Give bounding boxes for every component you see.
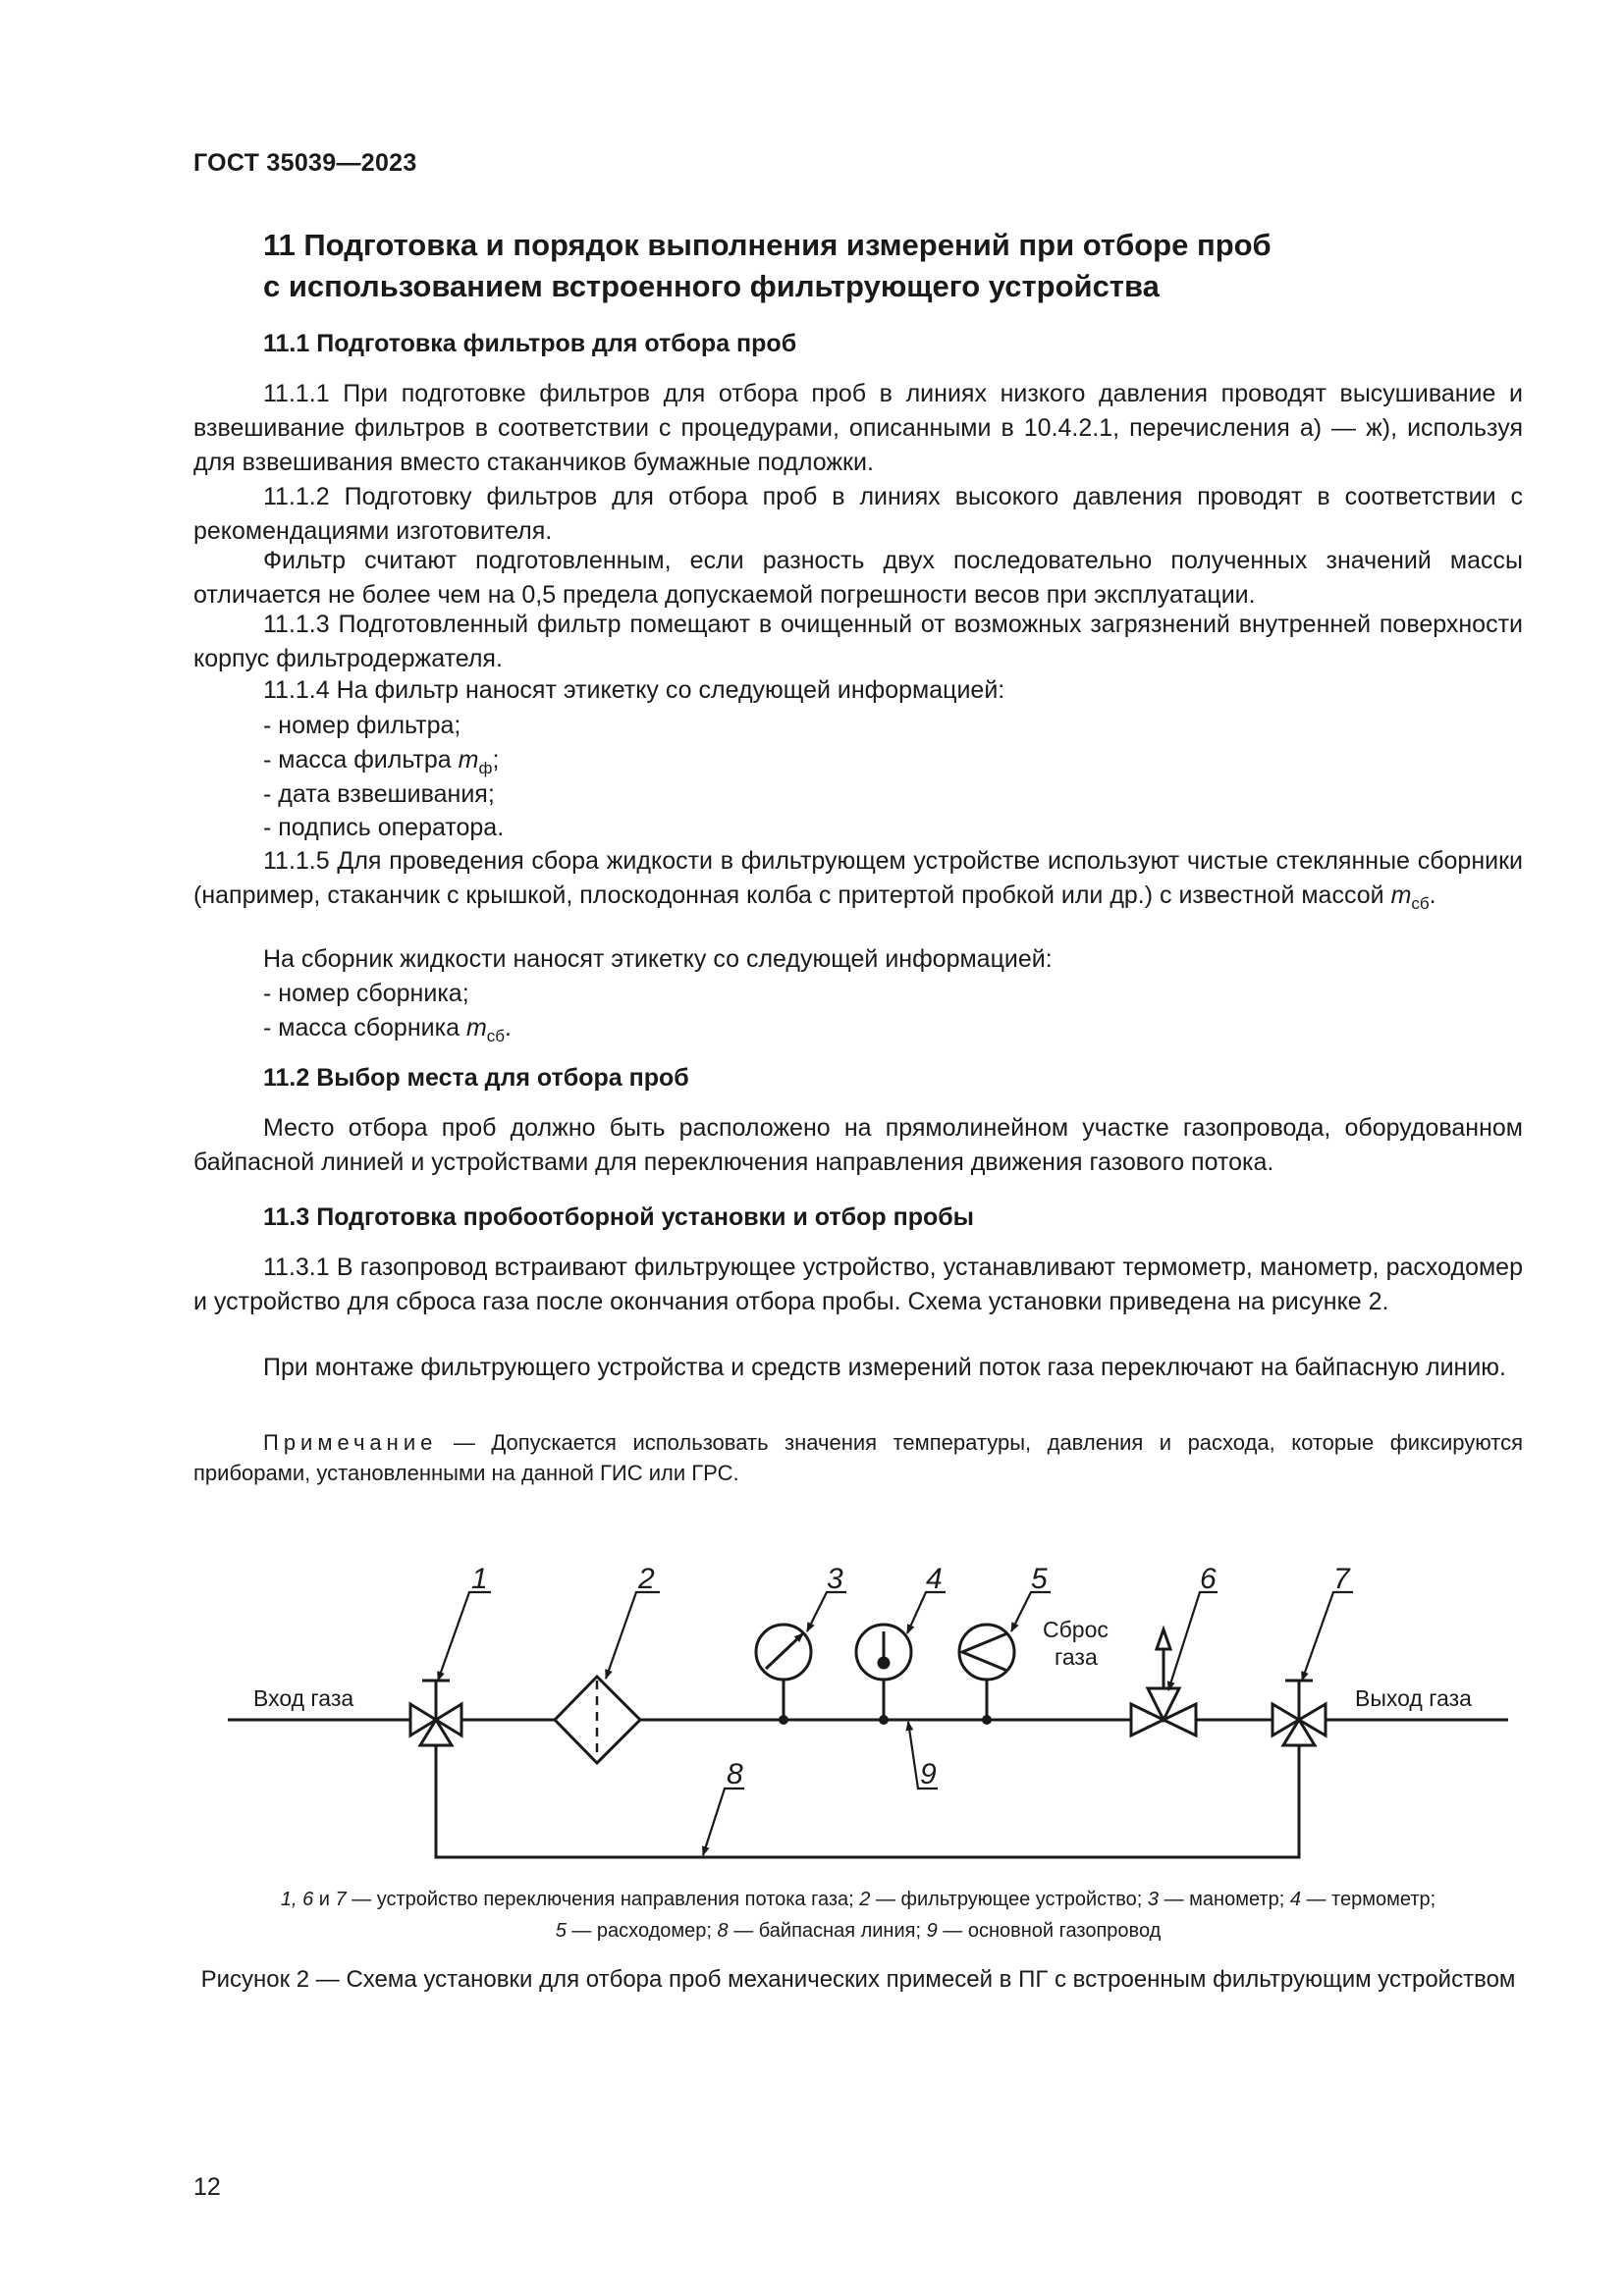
paragraph-11-3-1: 11.3.1 В газопровод встраивают фильтрующее устройство, устанавливают термометр, манометр, расходомер и устройство для сброса газа после окончания отбора пробы. Схема установки приведена на рисунке 2. <box>193 1254 1523 1315</box>
paragraph-filter-ready: Фильтр считают подготовленным, если разность двух последовательно полученных значений массы отличается не более чем на 0,5 предела допускаемой погрешности весов при эксплуатации. <box>193 547 1523 609</box>
figure-label-6: 6 <box>1200 1563 1217 1595</box>
list-item-filter-mass: - масса фильтра $m_ф$; <box>263 746 500 777</box>
legend-run: — устройство переключения направления потока газа; <box>346 1889 860 1910</box>
switch-valve-1 <box>410 1681 461 1745</box>
legend-run: 9 <box>926 1920 938 1942</box>
figure-legend-line2 <box>193 1916 1523 1946</box>
subsection-title-11-2: 11.2 Выбор места для отбора проб <box>263 1064 689 1092</box>
legend-run: 5 <box>555 1920 567 1942</box>
paragraph-11-1-1: 11.1.1 При подготовке фильтров для отбора проб в линиях низкого давления проводят высушивание и взвешивание фильтров в соответствии с процедурами, описанными в 10.4.2.1, перечисления а) — ж), используя для взвешивания вместо стаканчиков бумажные подложки. <box>193 380 1523 476</box>
list-item-operator-signature: - подпись оператора. <box>263 814 505 841</box>
junction-dot <box>779 1715 788 1725</box>
legend-run: — основной газопровод <box>937 1920 1162 1942</box>
legend-run: — расходомер; <box>566 1920 718 1942</box>
note: Примечание — Допускается использовать значения температуры, давления и расхода, которые фиксируются приборами, установленными на данной ГИС или ГРС. <box>193 1430 1523 1485</box>
vent-label-line2: газа <box>1055 1644 1098 1670</box>
figure-caption: Рисунок 2 — Схема установки для отбора проб механических примесей в ПГ с встроенным фильтрующим устройством <box>200 1966 1516 1993</box>
paragraph-collector-label: На сборник жидкости наносят этикетку со следующей информацией: <box>263 945 1053 973</box>
subsection-title-11-1: 11.1 Подготовка фильтров для отбора проб <box>263 330 797 357</box>
thermometer <box>856 1625 911 1720</box>
leader-7 <box>1302 1592 1353 1681</box>
section-title-line1: 11 Подготовка и порядок выполнения измерений при отборе проб <box>263 228 1272 262</box>
figure-label-7: 7 <box>1333 1563 1350 1595</box>
figure-label-1: 1 <box>471 1563 488 1595</box>
figure-label-2: 2 <box>638 1563 655 1595</box>
page-number: 12 <box>193 2173 221 2201</box>
figure-label-8: 8 <box>727 1758 743 1790</box>
legend-run: и <box>313 1889 336 1910</box>
bypass-line <box>436 1745 1299 1857</box>
leader-4 <box>907 1592 946 1633</box>
document-header: ГОСТ 35039—2023 <box>193 149 417 177</box>
figure-label-4: 4 <box>926 1563 943 1595</box>
junction-dot <box>982 1715 992 1725</box>
manometer <box>756 1625 811 1720</box>
legend-run: 2 <box>859 1889 871 1910</box>
leader-1 <box>438 1592 491 1681</box>
leader-2 <box>606 1592 660 1679</box>
paragraph-11-1-4: 11.1.4 На фильтр наносят этикетку со следующей информацией: <box>263 676 1005 704</box>
legend-run: — фильтрующее устройство; <box>870 1889 1148 1910</box>
legend-run: — байпасная линия; <box>728 1920 927 1942</box>
outlet-label: Выход газа <box>1355 1685 1472 1711</box>
section-title-line2: с использованием встроенного фильтрующего устройства <box>263 269 1160 303</box>
figure-legend-line1 <box>193 1885 1523 1914</box>
figure-label-5: 5 <box>1031 1563 1048 1595</box>
legend-run: 4 <box>1289 1889 1301 1910</box>
subsection-title-11-3: 11.3 Подготовка пробоотборной установки и отбор пробы <box>263 1203 975 1231</box>
list-item-collector-number: - номер сборника; <box>263 980 469 1007</box>
note-label: Примечание <box>263 1430 438 1455</box>
paragraph-11-1-5: 11.1.5 Для проведения сбора жидкости в фильтрующем устройстве используют чистые стеклянные сборники (например, стаканчик с крышкой, плоскодонная колба с притертой пробкой или др.) с известной массой $m_{сб}$. <box>193 847 1523 913</box>
junction-dot <box>879 1715 889 1725</box>
switch-valve-6 <box>1131 1629 1196 1735</box>
list-item-filter-number: - номер фильтра; <box>263 712 461 739</box>
legend-run: 7 <box>335 1889 347 1910</box>
paragraph-11-1-3: 11.1.3 Подготовленный фильтр помещают в очищенный от возможных загрязнений внутренней поверхности корпус фильтродержателя. <box>193 611 1523 672</box>
legend-run: — манометр; <box>1159 1889 1290 1910</box>
leader-3 <box>807 1592 846 1631</box>
vent-label-line1: Сброс <box>1043 1617 1109 1642</box>
legend-run: 8 <box>717 1920 729 1942</box>
list-item-weighing-date: - дата взвешивания; <box>263 780 495 808</box>
paragraph-11-1-2: 11.1.2 Подготовку фильтров для отбора проб в линиях высокого давления проводят в соответствии с рекомендациями изготовителя. <box>193 483 1523 545</box>
figure-label-3: 3 <box>827 1563 843 1595</box>
list-item-collector-mass: - масса сборника $m_{сб}$. <box>263 1014 512 1045</box>
switch-valve-7 <box>1272 1681 1326 1745</box>
filter-device <box>555 1677 640 1763</box>
legend-run: — термометр; <box>1300 1889 1436 1910</box>
paragraph-11-2: Место отбора проб должно быть расположено на прямолинейном участке газопровода, оборудованном байпасной линией и устройствами для переключения направления движения газового потока. <box>193 1114 1523 1176</box>
paragraph-bypass: При монтаже фильтрующего устройства и средств измерений поток газа переключают на байпасную линию. <box>263 1354 1507 1381</box>
gas-sampling-schematic <box>0 1531 1624 1904</box>
legend-run: 1, 6 <box>280 1889 314 1910</box>
figure-label-9: 9 <box>920 1758 937 1790</box>
legend-run: 3 <box>1147 1889 1160 1910</box>
flowmeter <box>959 1625 1014 1720</box>
leader-6 <box>1168 1592 1218 1690</box>
inlet-label: Вход газа <box>253 1685 354 1711</box>
leader-8 <box>703 1789 744 1855</box>
